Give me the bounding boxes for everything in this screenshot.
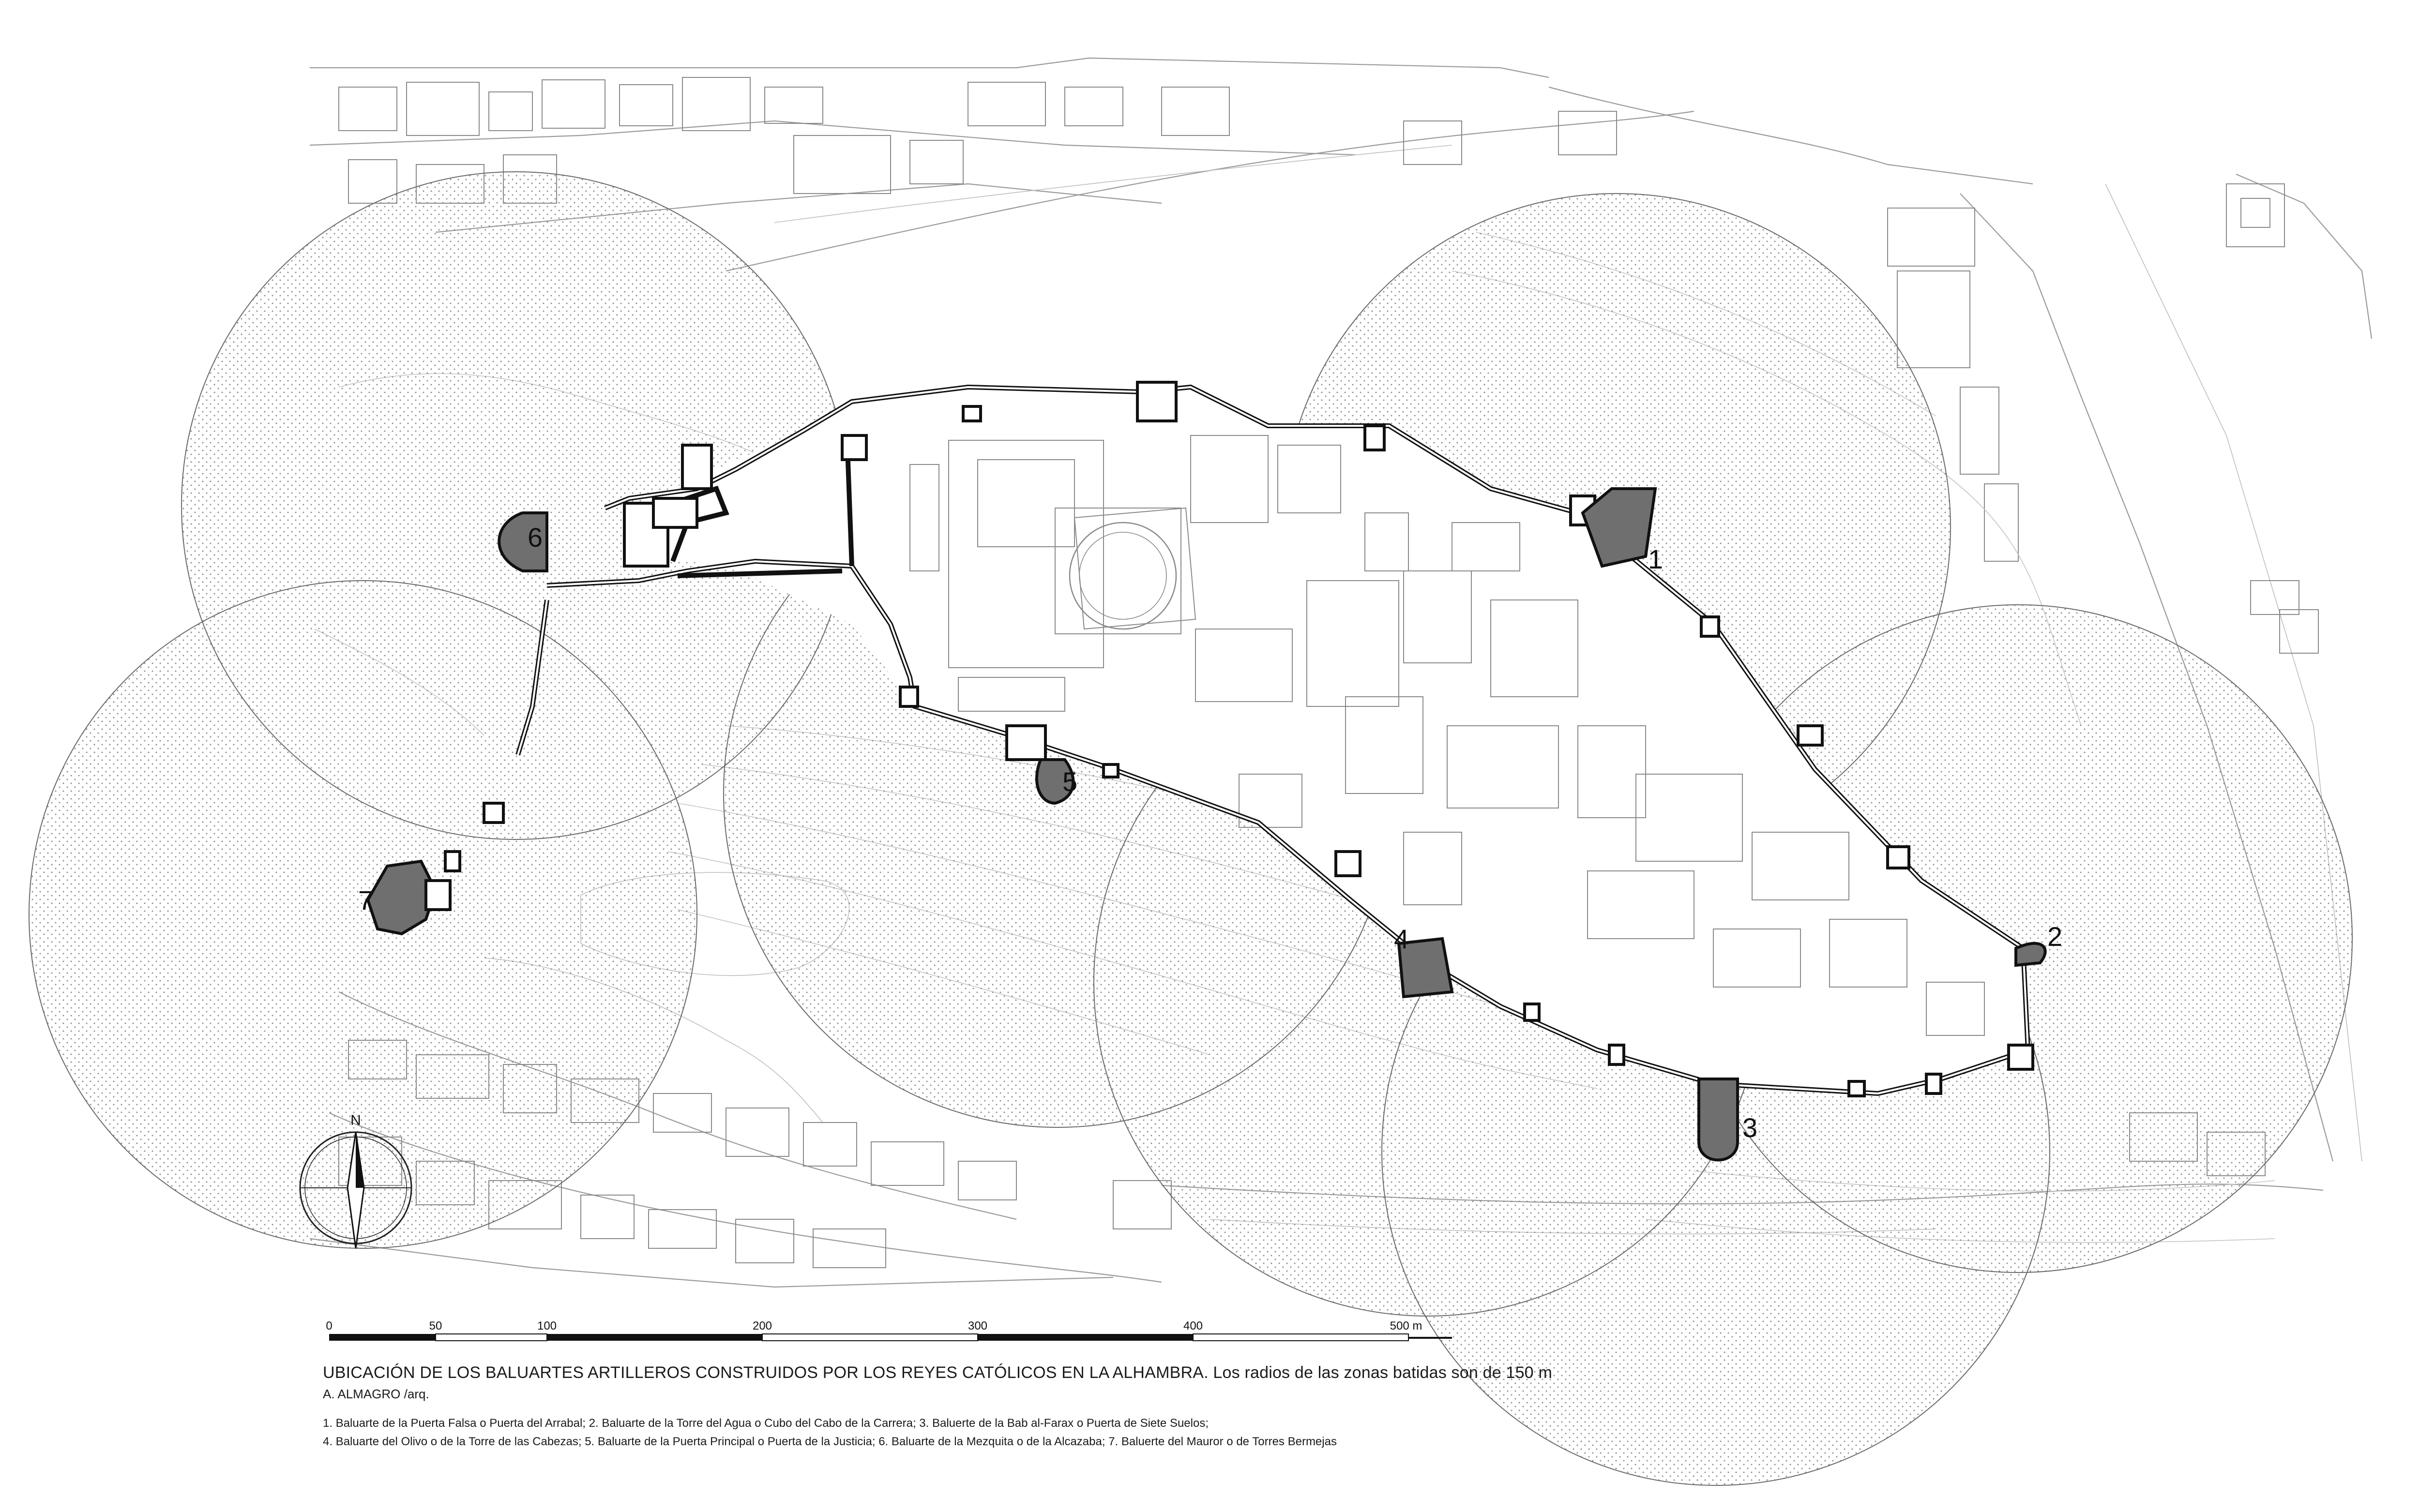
- map-title: UBICACIÓN DE LOS BALUARTES ARTILLEROS CONSTRUIDOS POR LOS REYES CATÓLICOS EN LA ALHAMBRA. Los radios de las zonas batidas son de 150 m: [323, 1363, 1552, 1382]
- map-author: A. ALMAGRO /arq.: [323, 1387, 429, 1401]
- scale-label-100: 100: [537, 1319, 557, 1332]
- north-label: N: [350, 1112, 361, 1128]
- scale-bar: [326, 1319, 1452, 1341]
- bastion-label-1: 1: [1648, 544, 1664, 574]
- scale-label-500: 500 m: [1390, 1319, 1422, 1332]
- scale-label-50: 50: [429, 1319, 442, 1332]
- scale-label-300: 300: [968, 1319, 988, 1332]
- bastion-label-5: 5: [1062, 766, 1078, 797]
- bastion-label-6: 6: [528, 522, 543, 553]
- bastion-label-4: 4: [1394, 924, 1409, 954]
- scale-label-0: 0: [326, 1319, 333, 1332]
- legend-line-2: 4. Baluarte del Olivo o de la Torre de las Cabezas; 5. Baluarte de la Puerta Principal o Puerta de la Justicia; 6. Baluarte de la Mezquita o de la Alcazaba; 7. Baluerte del Mauror o de Torres Bermejas: [323, 1435, 1337, 1448]
- bastion-label-2: 2: [2047, 921, 2063, 952]
- bastion-label-7: 7: [358, 885, 374, 915]
- legend-line-1: 1. Baluarte de la Puerta Falsa o Puerta del Arrabal; 2. Baluarte de la Torre del Agua o Cubo del Cabo de la Carrera; 3. Baluerte de la Bab al-Farax o Puerta de Siete Suelos;: [323, 1417, 1209, 1430]
- bastion-3: [1699, 1079, 1738, 1160]
- bastion-2: [2016, 943, 2045, 965]
- scale-label-400: 400: [1183, 1319, 1203, 1332]
- bastion-label-3: 3: [1742, 1112, 1758, 1143]
- scale-label-200: 200: [752, 1319, 772, 1332]
